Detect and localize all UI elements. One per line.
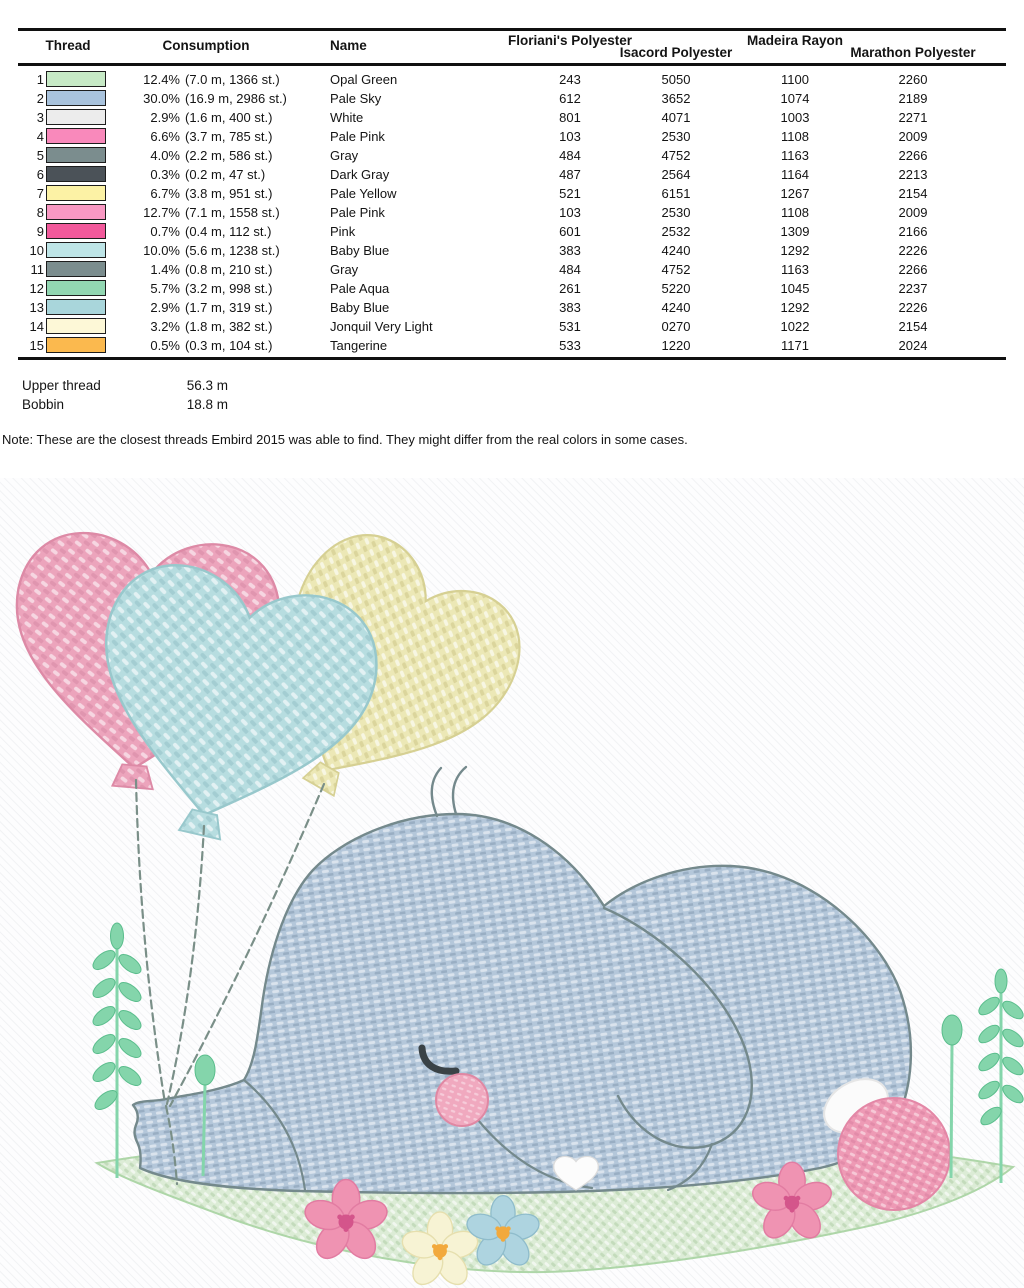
code-madeira: 1171 [781,338,809,353]
consumption-detail: (2.2 m, 586 st.) [185,148,273,163]
code-madeira: 1074 [780,91,810,106]
code-floriani: 383 [559,243,581,258]
thread-name: White [330,110,364,125]
code-floriani: 243 [559,72,581,87]
thread-name: Gray [330,148,359,163]
code-isacord: 1220 [661,338,691,353]
thread-color-swatch [46,318,106,334]
thread-name: Pale Sky [330,91,382,106]
thread-number: 3 [36,110,44,125]
consumption-detail: (16.9 m, 2986 st.) [185,91,287,106]
thread-color-swatch [46,337,106,353]
code-floriani: 487 [559,167,581,182]
consumption-percent: 30.0% [143,91,180,106]
code-floriani: 383 [559,300,581,315]
code-marathon: 2271 [898,110,928,125]
embroidery-design-preview [0,478,1024,1288]
consumption-detail: (3.7 m, 785 st.) [185,129,273,144]
code-isacord: 5220 [661,281,691,296]
thread-color-swatch [46,299,106,315]
table-row [18,127,1006,146]
thread-name: Baby Blue [330,243,390,258]
code-marathon: 2237 [898,281,928,296]
table-row [18,222,1006,241]
code-isacord: 0270 [661,319,691,334]
consumption-percent: 0.5% [150,338,180,353]
thread-color-swatch [46,109,106,125]
elephant-cheek [436,1074,488,1126]
code-floriani: 531 [559,319,581,334]
code-isacord: 2564 [661,167,691,182]
code-madeira: 1309 [780,224,810,239]
code-isacord: 4240 [661,243,691,258]
col-header-consumption: Consumption [162,38,250,53]
bobbin-value: 18.8 m [186,397,229,412]
thread-number: 14 [29,319,44,334]
thread-name: Tangerine [330,338,388,353]
thread-color-swatch [46,242,106,258]
code-marathon: 2154 [898,319,928,334]
col-header-thread: Thread [45,38,91,53]
thread-color-swatch [46,128,106,144]
thread-totals [22,376,228,414]
consumption-detail: (5.6 m, 1238 st.) [185,243,280,258]
thread-color-swatch [46,185,106,201]
code-madeira: 1164 [781,167,809,182]
code-floriani: 484 [559,148,581,163]
table-row [18,260,1006,279]
code-madeira: 1108 [781,129,809,144]
code-madeira: 1022 [780,319,810,334]
table-row [18,165,1006,184]
thread-color-swatch [46,166,106,182]
code-madeira: 1045 [780,281,810,296]
thread-number: 9 [36,224,44,239]
thread-color-swatch [46,223,106,239]
code-isacord: 3652 [661,91,691,106]
code-madeira: 1267 [780,186,810,201]
thread-name: Pale Aqua [330,281,390,296]
consumption-percent: 0.3% [150,167,180,182]
code-marathon: 2024 [898,338,928,353]
pink-ball [838,1098,950,1210]
col-header-name: Name [330,38,367,53]
upper-thread-value: 56.3 m [186,378,229,393]
code-floriani: 103 [559,205,581,220]
consumption-percent: 10.0% [143,243,180,258]
col-header-floriani: Floriani's Polyester [507,33,632,48]
consumption-detail: (0.2 m, 47 st.) [185,167,266,182]
code-isacord: 4240 [661,300,691,315]
code-marathon: 2009 [898,129,928,144]
table-row [18,70,1006,89]
thread-number: 15 [29,338,44,353]
thread-number: 11 [30,262,44,277]
code-madeira: 1292 [780,300,810,315]
code-marathon: 2154 [898,186,928,201]
thread-name: Pale Pink [330,129,385,144]
thread-color-swatch [46,261,106,277]
total-bobbin [22,395,228,414]
thread-number: 6 [36,167,44,182]
consumption-percent: 6.6% [150,129,180,144]
consumption-detail: (7.0 m, 1366 st.) [185,72,280,87]
thread-color-swatch [46,147,106,163]
table-row [18,184,1006,203]
table-row [18,203,1006,222]
code-floriani: 103 [559,129,581,144]
code-isacord: 4752 [661,148,691,163]
col-header-isacord: Isacord Polyester [619,45,733,60]
thread-number: 1 [36,72,44,87]
code-floriani: 533 [559,338,581,353]
thread-number: 8 [36,205,44,220]
code-floriani: 601 [559,224,581,239]
code-floriani: 261 [559,281,581,296]
col-header-madeira: Madeira Rayon [746,33,844,48]
code-isacord: 5050 [661,72,691,87]
thread-name: Gray [330,262,359,277]
col-header-marathon: Marathon Polyester [850,45,976,60]
consumption-percent: 12.7% [143,205,180,220]
consumption-detail: (1.8 m, 382 st.) [185,319,273,334]
thread-table-header [18,28,1006,66]
consumption-detail: (7.1 m, 1558 st.) [185,205,280,220]
code-madeira: 1163 [781,148,809,163]
thread-name: Dark Gray [330,167,390,182]
code-isacord: 2530 [661,205,691,220]
bobbin-label: Bobbin [22,397,65,412]
consumption-detail: (0.8 m, 210 st.) [185,262,273,277]
code-madeira: 1100 [781,72,809,87]
table-row [18,298,1006,317]
code-marathon: 2266 [898,262,928,277]
code-floriani: 612 [559,91,581,106]
table-row [18,317,1006,336]
thread-name: Pink [330,224,356,239]
consumption-percent: 2.9% [150,110,180,125]
consumption-detail: (1.7 m, 319 st.) [185,300,273,315]
table-row [18,108,1006,127]
thread-name: Baby Blue [330,300,390,315]
upper-thread-label: Upper thread [22,378,101,393]
table-bottom-rule [18,357,1006,360]
code-madeira: 1108 [781,205,809,220]
thread-number: 2 [36,91,44,106]
total-upper-thread [22,376,228,395]
code-floriani: 484 [559,262,581,277]
code-marathon: 2266 [898,148,928,163]
code-marathon: 2260 [898,72,928,87]
code-marathon: 2189 [898,91,928,106]
table-row [18,89,1006,108]
code-marathon: 2213 [898,167,928,182]
thread-name: Jonquil Very Light [330,319,433,334]
consumption-percent: 1.4% [150,262,180,277]
code-marathon: 2009 [898,205,928,220]
code-isacord: 6151 [661,186,691,201]
consumption-detail: (3.2 m, 998 st.) [185,281,273,296]
code-marathon: 2166 [898,224,928,239]
consumption-percent: 2.9% [150,300,180,315]
thread-name: Pale Pink [330,205,385,220]
code-marathon: 2226 [898,243,928,258]
code-isacord: 2532 [661,224,691,239]
thread-number: 5 [36,148,44,163]
code-isacord: 4071 [661,110,691,125]
consumption-percent: 12.4% [143,72,180,87]
consumption-detail: (0.3 m, 104 st.) [185,338,273,353]
table-row [18,146,1006,165]
consumption-detail: (0.4 m, 112 st.) [185,224,272,239]
code-marathon: 2226 [898,300,928,315]
table-row [18,279,1006,298]
code-madeira: 1163 [781,262,809,277]
thread-number: 10 [29,243,44,258]
consumption-detail: (1.6 m, 400 st.) [185,110,273,125]
table-row [18,241,1006,260]
thread-color-swatch [46,71,106,87]
code-madeira: 1292 [780,243,810,258]
code-floriani: 521 [559,186,581,201]
thread-color-swatch [46,90,106,106]
thread-name: Opal Green [330,72,398,87]
thread-number: 7 [36,186,44,201]
code-isacord: 4752 [661,262,691,277]
thread-number: 13 [29,300,44,315]
thread-color-swatch [46,204,106,220]
consumption-percent: 5.7% [150,281,180,296]
consumption-percent: 4.0% [150,148,180,163]
consumption-percent: 6.7% [150,186,180,201]
consumption-detail: (3.8 m, 951 st.) [185,186,273,201]
consumption-percent: 0.7% [150,224,180,239]
table-row [18,336,1006,355]
thread-name: Pale Yellow [330,186,397,201]
thread-number: 4 [36,129,44,144]
consumption-percent: 3.2% [150,319,180,334]
code-floriani: 801 [559,110,581,125]
thread-table-body [18,70,1006,355]
code-madeira: 1003 [780,110,810,125]
code-isacord: 2530 [661,129,691,144]
thread-color-swatch [46,280,106,296]
thread-number: 12 [29,281,44,296]
note-text: Note: These are the closest threads Embird 2015 was able to find. They might differ from the real colors in some cases. [2,432,688,447]
